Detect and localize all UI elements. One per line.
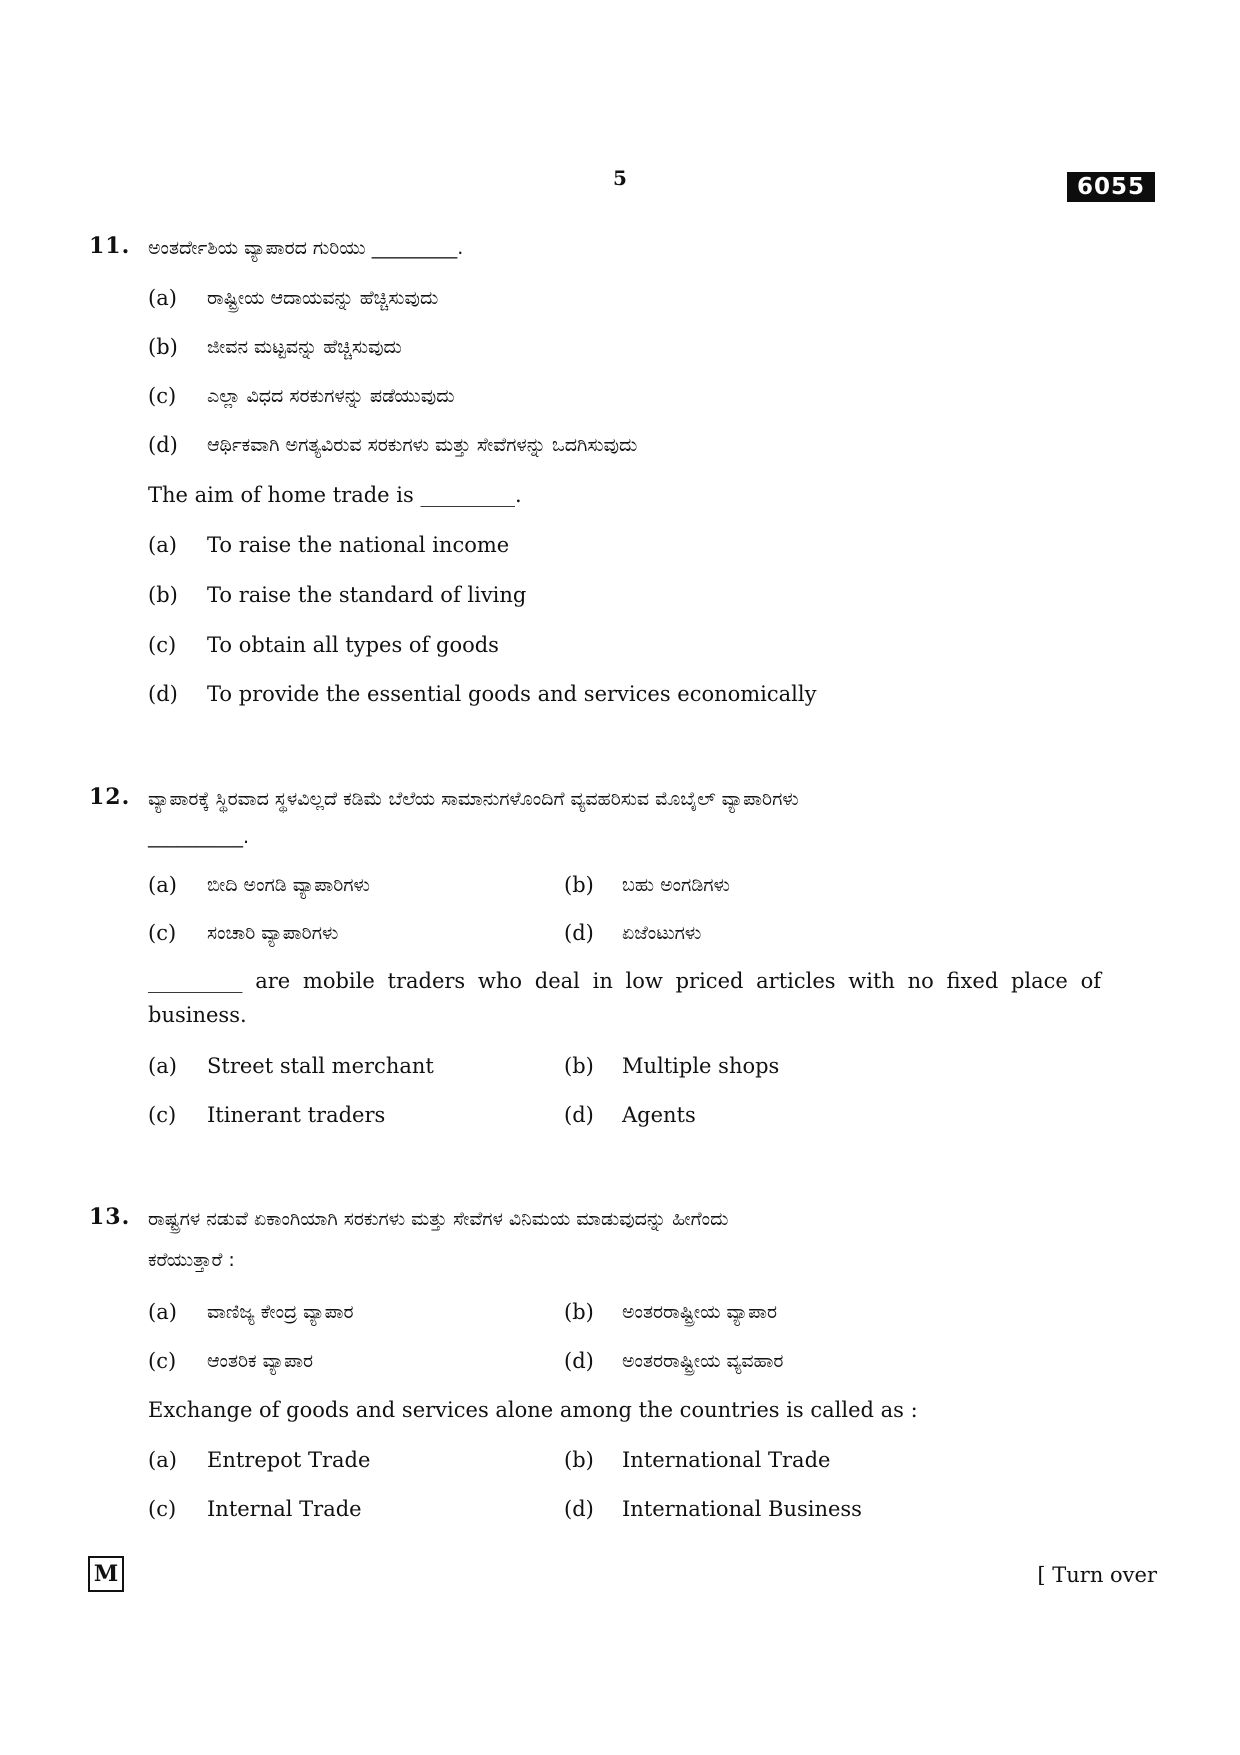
option-label: (c) xyxy=(148,1103,177,1127)
option-text: ಅಂತರರಾಷ್ಟ್ರೀಯ ವ್ಯಾಪಾರ xyxy=(622,1301,777,1323)
option-label: (a) xyxy=(148,286,177,310)
option-text: Street stall merchant xyxy=(207,1054,434,1078)
option-text: To raise the standard of living xyxy=(207,583,527,607)
option-label: (d) xyxy=(564,1103,594,1127)
option-label: (b) xyxy=(564,873,594,897)
option-text: Agents xyxy=(622,1103,696,1127)
option-text: ರಾಷ್ಟ್ರೀಯ ಆದಾಯವನ್ನು ಹೆಚ್ಚಿಸುವುದು xyxy=(207,287,439,309)
series-mark-box: M xyxy=(88,1556,124,1592)
question-stem-kannada-blank: __________. xyxy=(148,826,250,848)
option-label: (d) xyxy=(148,682,178,706)
paper-code-badge: 6055 xyxy=(1067,172,1155,202)
option-text: ಏಜೆಂಟುಗಳು xyxy=(622,922,702,944)
option-label: (b) xyxy=(564,1054,594,1078)
option-label: (c) xyxy=(148,921,177,945)
option-text: Multiple shops xyxy=(622,1054,780,1078)
option-label: (a) xyxy=(148,1300,177,1324)
option-label: (d) xyxy=(148,433,178,457)
question-stem-english: Exchange of goods and services alone among the countries is called as : xyxy=(148,1398,918,1422)
option-text: ಸಂಚಾರಿ ವ್ಯಾಪಾರಿಗಳು xyxy=(207,922,339,944)
option-text: Itinerant traders xyxy=(207,1103,386,1127)
option-label: (c) xyxy=(148,384,177,408)
option-text: To obtain all types of goods xyxy=(207,633,499,657)
option-text: International Trade xyxy=(622,1448,831,1472)
question-stem-kannada: ರಾಷ್ಟ್ರಗಳ ನಡುವೆ ಏಕಾಂಗಿಯಾಗಿ ಸರಕುಗಳು ಮತ್ತು ಸೇವೆಗಳ ವಿನಿಮಯ ಮಾಡುವುದನ್ನು ಹೀಗೆಂದು xyxy=(148,1208,729,1230)
option-text: To provide the essential goods and services economically xyxy=(207,682,817,706)
question-stem-kannada-cont: ಕರೆಯುತ್ತಾರೆ : xyxy=(148,1249,235,1271)
option-text: ಅಂತರರಾಷ್ಟ್ರೀಯ ವ್ಯವಹಾರ xyxy=(622,1350,784,1372)
option-text: International Business xyxy=(622,1497,862,1521)
option-label: (a) xyxy=(148,1448,177,1472)
question-number: 13. xyxy=(89,1204,131,1230)
option-label: (a) xyxy=(148,1054,177,1078)
option-label: (b) xyxy=(148,335,178,359)
option-text: ಬೀದಿ ಅಂಗಡಿ ವ್ಯಾಪಾರಿಗಳು xyxy=(207,874,370,896)
question-stem-english: The aim of home trade is _________. xyxy=(148,483,522,507)
option-label: (d) xyxy=(564,921,594,945)
option-text: ಆಂತರಿಕ ವ್ಯಾಪಾರ xyxy=(207,1350,314,1372)
option-label: (c) xyxy=(148,1349,177,1373)
option-text: Internal Trade xyxy=(207,1497,362,1521)
question-stem-kannada: ವ್ಯಾಪಾರಕ್ಕೆ ಸ್ಥಿರವಾದ ಸ್ಥಳವಿಲ್ಲದೆ ಕಡಿಮೆ ಬೆಲೆಯ ಸಾಮಾನುಗಳೊಂದಿಗೆ ವ್ಯವಹರಿಸುವ ಮೊಬೈಲ್ ವ್ಯಾಪಾರಿಗಳು xyxy=(148,788,799,810)
option-text: ಜೀವನ ಮಟ್ಟವನ್ನು ಹೆಚ್ಚಿಸುವುದು xyxy=(207,336,402,358)
option-text: To raise the national income xyxy=(207,533,510,557)
question-number: 12. xyxy=(89,784,131,810)
option-text: ಆರ್ಥಿಕವಾಗಿ ಅಗತ್ಯವಿರುವ ಸರಕುಗಳು ಮತ್ತು ಸೇವೆಗಳನ್ನು ಒದಗಿಸುವುದು xyxy=(207,434,638,456)
question-number: 11. xyxy=(89,233,131,259)
option-label: (b) xyxy=(148,583,178,607)
option-label: (a) xyxy=(148,873,177,897)
option-label: (c) xyxy=(148,1497,177,1521)
option-label: (b) xyxy=(564,1300,594,1324)
option-text: ವಾಣಿಜ್ಯ ಕೇಂದ್ರ ವ್ಯಾಪಾರ xyxy=(207,1301,354,1323)
option-label: (c) xyxy=(148,633,177,657)
option-text: Entrepot Trade xyxy=(207,1448,371,1472)
option-label: (d) xyxy=(564,1349,594,1373)
question-stem-kannada: ಅಂತರ್ದೇಶಿಯ ವ್ಯಾಪಾರದ ಗುರಿಯು _________. xyxy=(148,237,464,259)
option-label: (a) xyxy=(148,533,177,557)
question-stem-english: _________ are mobile traders who deal in low priced articles with no fixed place of business. xyxy=(148,969,1101,1027)
option-text: ಬಹು ಅಂಗಡಿಗಳು xyxy=(622,874,730,896)
option-text: ಎಲ್ಲಾ ವಿಧದ ಸರಕುಗಳನ್ನು ಪಡೆಯುವುದು xyxy=(207,385,455,407)
page-number: 5 xyxy=(613,166,627,190)
turn-over-note: [ Turn over xyxy=(1037,1563,1157,1587)
option-label: (d) xyxy=(564,1497,594,1521)
option-label: (b) xyxy=(564,1448,594,1472)
